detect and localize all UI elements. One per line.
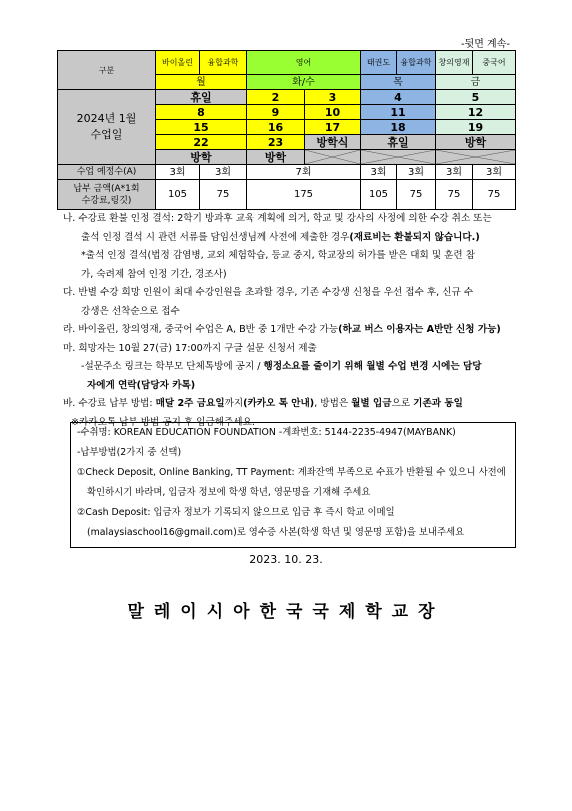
subject-english: 영어 xyxy=(247,51,361,75)
note-emphasis: (하교 버스 이용자는 A반만 신청 가능) xyxy=(338,324,501,335)
date-cell: 10 xyxy=(305,105,361,120)
schedule-table xyxy=(57,50,516,210)
header-label: 구분 xyxy=(58,51,156,90)
date-cell: 9 xyxy=(247,105,305,120)
day-thu: 목 xyxy=(361,75,436,90)
payment-line: ①Check Deposit, Online Banking, TT Payment: 계좌잔액 부족으로 수표가 반환될 수 있으니 사전에 xyxy=(77,467,506,478)
date-cell: 방학 xyxy=(436,135,516,150)
note-text: 라. 바이올린, 창의영재, 중국어 수업은 A, B반 중 1개만 수강 가능 xyxy=(63,324,339,335)
fee-cell: 105 xyxy=(361,180,397,210)
note-na: 나. 수강료 환불 인정 결석: 2학기 방과후 교육 계획에 의거, 학교 및 강사의 사정에 의한 수강 취소 또는 xyxy=(63,213,492,224)
date-cell: 22 xyxy=(156,135,247,150)
date-cell: 15 xyxy=(156,120,247,135)
date-cell: 방학 xyxy=(247,150,305,165)
date-cell: 휴일 xyxy=(361,135,436,150)
fee-cell: 75 xyxy=(473,180,516,210)
note-emphasis: 기존과 동일 xyxy=(413,398,463,409)
date-cell: 3 xyxy=(305,90,361,105)
payment-line: ②Cash Deposit: 입금자 정보가 기록되지 않으므로 입금 후 즉시 학교 이메일 xyxy=(77,507,395,518)
date-cell: 휴일 xyxy=(156,90,247,105)
day-tue-wed: 화/수 xyxy=(247,75,361,90)
note-emphasis: 월별 입금 xyxy=(351,398,392,409)
payment-line: -수취명: KOREAN EDUCATION FOUNDATION -계좌번호: 5144-2235-4947(MAYBANK) xyxy=(77,427,456,438)
date-cell: 2 xyxy=(247,90,305,105)
note-kakao: ※카카오톡 납부 방법 공지 후 입금해주세요. xyxy=(71,416,255,428)
count-cell: 3회 xyxy=(361,165,397,180)
fee-label xyxy=(58,180,156,210)
fee-label-line2: 수강료,링깃) xyxy=(81,195,132,206)
count-cell: 3회 xyxy=(200,165,247,180)
date-cell: 16 xyxy=(247,120,305,135)
subject-science-thu: 융합과학 xyxy=(397,51,436,75)
note-da-cont: 강생은 선착순으로 접수 xyxy=(81,305,180,317)
fee-cell: 175 xyxy=(247,180,361,210)
note-ba xyxy=(63,395,523,414)
date-cell: 4 xyxy=(361,90,436,105)
note-text: , 방법은 xyxy=(314,398,352,409)
note-text: -설문주소 링크는 학부모 단체톡방에 공지 / xyxy=(81,361,264,372)
crossed-cell xyxy=(305,150,361,165)
day-fri: 금 xyxy=(436,75,516,90)
date-cell: 18 xyxy=(361,120,436,135)
note-ma-cont2: 자에게 연락(담당자 카톡) xyxy=(87,379,196,391)
date-cell: 방학 xyxy=(156,150,247,165)
note-emphasis: 매달 2주 금요일 xyxy=(155,398,225,409)
continued-note: -뒷면 계속- xyxy=(460,39,510,50)
count-label: 수업 예정수(A) xyxy=(58,165,156,180)
note-ra xyxy=(63,321,523,340)
date-cell: 8 xyxy=(156,105,247,120)
fee-cell: 75 xyxy=(200,180,247,210)
fee-cell: 75 xyxy=(436,180,473,210)
school-name: 말레이시아한국국제학교장 xyxy=(127,602,445,622)
crossed-cell xyxy=(361,150,436,165)
note-da: 다. 반별 수강 희망 인원이 최대 수강인원을 초과할 경우, 기존 수강생 신청을 우선 접수 후, 신규 수 xyxy=(63,287,474,298)
note-text: 출석 인정 결석 시 관련 서류를 담임선생님께 사전에 제출한 경우 xyxy=(81,231,350,243)
note-text: 바. 수강료 납부 방법: xyxy=(63,398,156,409)
subject-gifted: 창의영재 xyxy=(436,51,473,75)
note-emphasis: 행정소요를 줄이기 위해 월별 수업 변경 시에는 담당 xyxy=(263,361,482,372)
crossed-cell xyxy=(436,150,516,165)
document-date: 2023. 10. 23. xyxy=(249,553,323,566)
day-mon: 월 xyxy=(156,75,247,90)
payment-line: (malaysiaschool16@gmail.com)로 영수증 사본(학생 학년 및 영문명 포함)을 보내주세요 xyxy=(87,527,465,538)
subject-taekwondo: 태권도 xyxy=(361,51,397,75)
subject-chinese: 중국어 xyxy=(473,51,516,75)
count-cell: 3회 xyxy=(397,165,436,180)
date-cell: 19 xyxy=(436,120,516,135)
fee-cell: 105 xyxy=(156,180,200,210)
note-emphasis: (재료비는 환불되지 않습니다.) xyxy=(349,231,480,243)
subject-violin: 바이올린 xyxy=(156,51,200,75)
count-cell: 7회 xyxy=(247,165,361,180)
date-cell: 12 xyxy=(436,105,516,120)
date-cell: 17 xyxy=(305,120,361,135)
month-label-line2: 수업일 xyxy=(90,128,123,141)
note-ma-cont xyxy=(63,358,523,377)
payment-info-box xyxy=(70,422,516,548)
note-text: 으로 xyxy=(391,398,414,409)
note-ma: 마. 희망자는 10월 27(금) 17:00까지 구글 설문 신청서 제출 xyxy=(63,342,317,354)
date-cell: 23 xyxy=(247,135,305,150)
count-cell: 3회 xyxy=(156,165,200,180)
notes-section xyxy=(63,210,523,432)
note-emphasis: (카카오 톡 안내) xyxy=(243,398,315,409)
date-cell: 5 xyxy=(436,90,516,105)
fee-label-line1: 납부 금액(A*1회 xyxy=(73,183,140,194)
month-label-line1: 2024년 1월 xyxy=(76,112,137,125)
note-na-detail: *출석 인정 결석(법정 감염병, 교외 체험학습, 등교 중지, 학교장의 허가를 받은 대회 및 훈련 참 xyxy=(81,250,476,261)
count-cell: 3회 xyxy=(436,165,473,180)
subject-science: 융합과학 xyxy=(200,51,247,75)
date-cell: 방학식 xyxy=(305,135,361,150)
date-cell: 11 xyxy=(361,105,436,120)
note-text: 까지 xyxy=(224,398,244,409)
payment-line: -납부방법(2가지 중 선택) xyxy=(77,447,182,458)
note-na-detail-cont: 가, 숙려제 참여 인정 기간, 경조사) xyxy=(81,268,227,280)
month-label xyxy=(58,90,156,165)
payment-line: 확인하시기 바라며, 입금자 정보에 학생 학년, 영문명을 기재해 주세요 xyxy=(87,487,371,498)
count-cell: 3회 xyxy=(473,165,516,180)
note-na-cont xyxy=(63,229,523,248)
fee-cell: 75 xyxy=(397,180,436,210)
